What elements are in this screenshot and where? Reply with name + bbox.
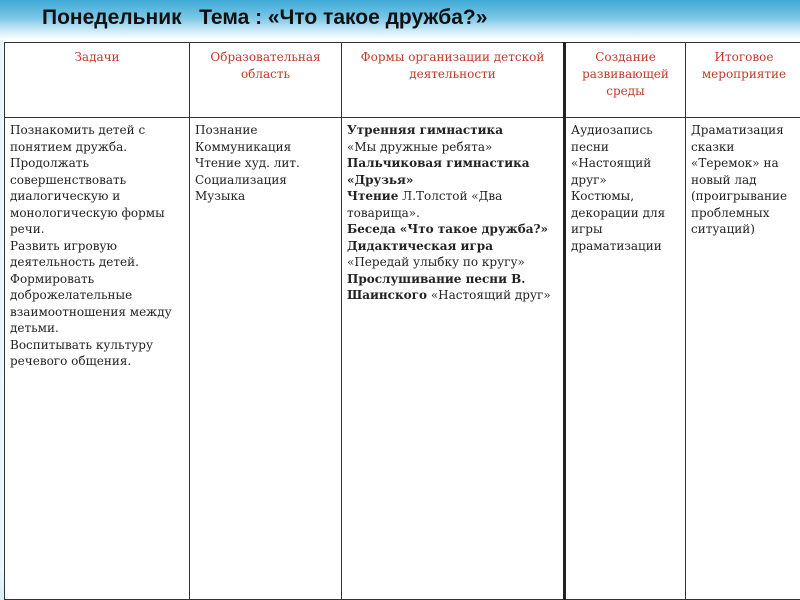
form-item <box>347 155 558 172</box>
task-item: Продолжать совершенствовать диалогическую и монологическую формы речи. <box>10 156 165 236</box>
forms-cell <box>342 118 565 600</box>
form-label: Прослушивание песни В. Шаинского <box>347 271 526 302</box>
lesson-plan-table <box>4 42 800 600</box>
form-item <box>347 221 558 238</box>
header-tasks: Задачи <box>5 43 190 118</box>
form-text: «Настоящий друг» <box>427 288 551 302</box>
form-item <box>347 139 558 156</box>
header-environment: Создание развивающей среды <box>565 43 686 118</box>
task-item: Формировать доброжелательные взаимоотношения между детьми. <box>10 271 172 335</box>
task-item: Развить игровую деятельность детей. <box>10 238 139 269</box>
area-item: Познание <box>195 123 258 137</box>
form-item <box>347 238 558 255</box>
table-header-row <box>5 43 800 118</box>
final-event-text: Драматизация сказки «Теремок» на новый лад (проигрывание проблемных ситуаций) <box>691 123 788 236</box>
final-event-cell <box>686 118 800 600</box>
header-educational-area: Образовательная область <box>190 43 342 118</box>
tasks-cell <box>5 118 190 600</box>
header-activity-forms: Формы организации детской деятельности <box>342 43 565 118</box>
form-label: Пальчиковая гимнастика <box>347 156 530 170</box>
area-item: Музыка <box>195 189 246 203</box>
form-item <box>347 254 558 271</box>
form-item <box>347 172 558 189</box>
form-text: «Передай улыбку по кругу» <box>347 255 525 269</box>
environment-item: Аудиозапись песни «Настоящий друг» <box>571 123 653 187</box>
areas-cell <box>190 118 342 600</box>
form-item <box>347 188 558 221</box>
area-item: Коммуникация <box>195 139 292 154</box>
form-label: Дидактическая игра <box>347 238 493 253</box>
form-label: «Друзья» <box>347 172 414 187</box>
environment-cell <box>565 118 686 600</box>
form-item <box>347 122 558 139</box>
form-text: «Мы дружные ребята» <box>347 139 493 154</box>
form-item <box>347 271 558 304</box>
form-label: Чтение <box>347 189 399 203</box>
area-item: Социализация <box>195 172 287 187</box>
table-row <box>5 118 800 600</box>
form-label: Беседа «Что такое дружба?» <box>347 222 549 236</box>
slide-title: Понедельник Тема : «Что такое дружба?» <box>42 6 488 29</box>
form-text: Л.Толстой «Два товарища». <box>347 189 503 220</box>
task-item: Воспитывать культуру речевого общения. <box>10 337 154 368</box>
task-item: Познакомить детей с понятием дружба. <box>10 123 146 154</box>
form-label: Утренняя гимнастика <box>347 123 503 137</box>
area-item: Чтение худ. лит. <box>195 156 300 170</box>
header-final-event: Итоговое мероприятие <box>686 43 800 118</box>
environment-item: Костюмы, декорации для игры драматизации <box>571 189 666 253</box>
